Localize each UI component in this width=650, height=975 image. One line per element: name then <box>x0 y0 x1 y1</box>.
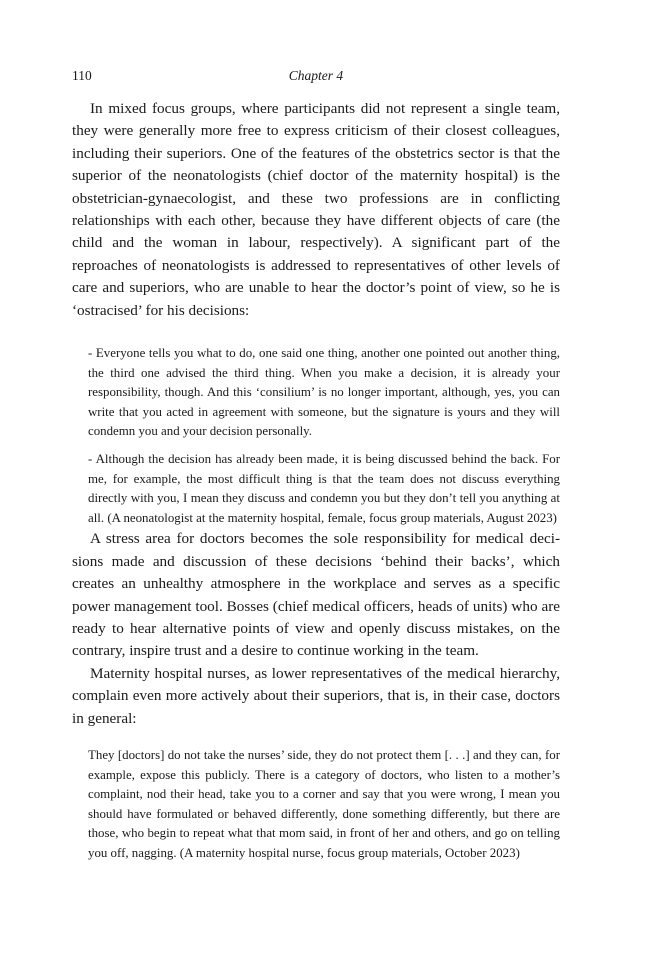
chapter-title: Chapter 4 <box>288 68 344 83</box>
block-quote-neonatologist-2: - Although the decision has already been made, it is being discussed behind the back. For me, for example, the most difficult thing is that the team does not discuss everything directly with you, I mean they discuss and condemn you but they don’t tell you anything at all. (A neonatologist at the maternity hospital, female, focus group materials, August 2023) <box>88 452 560 525</box>
page-number: 110 <box>72 68 92 83</box>
running-head <box>72 68 560 88</box>
paragraph-nurses: Maternity hospital nurses, as lower representatives of the medical hierarchy, complain even more actively about their superiors, that is, in their case, doctors in general: <box>72 664 560 727</box>
paragraph-stress-area: A stress area for doctors becomes the sole responsibility for medical decisions made and discussion of these decisions ‘behind their backs’, which creates an unhealthy atmosphere in the workplace and serves as a specific power management tool. Bosses (chief medical officers, heads of units) who are ready to hear alternative points of view and openly discuss mistakes, on the contrary, inspire trust and a desire to continue working in the team. <box>72 530 560 660</box>
paragraph-mixed-focus-groups: In mixed focus groups, where participants did not represent a single team, they were generally more free to express criticism of their closest colleagues, including their superiors. One of the features of the obstetrics sector is that the superior of the neonatologists (chief doctor of the maternity hospital) is the obstetrician-gynaecologist, and these two professions are in conflicting relationships with each other, because they have different objects of care (the child and the woman in labour, respectively). A significant part of the reproaches of neonatologists is addressed to representatives of other levels of care and superiors, who are unable to hear the doctor’s point of view, so he is ‘ostracised’ for his decisions: <box>72 100 560 319</box>
block-quote-nurse: They [doctors] do not take the nurses’ side, they do not protect them [. . .] and they can, for example, expose this publicly. There is a category of doctors, who listen to a mother’s complaint, nod their head, take you to a corner and say that you were wrong, I mean you should have formulated or behaved differently, done something differently, but there are those, who begin to repeat what that mom said, in front of her and others, and go on telling you off, nagging. (A maternity hospital nurse, focus group materials, October 2023) <box>88 748 560 861</box>
main-content <box>72 98 560 864</box>
block-quote-neonatologist-1: - Everyone tells you what to do, one said one thing, another one pointed out another thing, the third one advised the third thing. When you make a decision, it is already your responsibility, though. And this ‘consilium’ is no longer important, although, yes, you can write that you acted in agreement with someone, but the signature is yours and they will condemn you and your decision personally. <box>88 346 560 439</box>
